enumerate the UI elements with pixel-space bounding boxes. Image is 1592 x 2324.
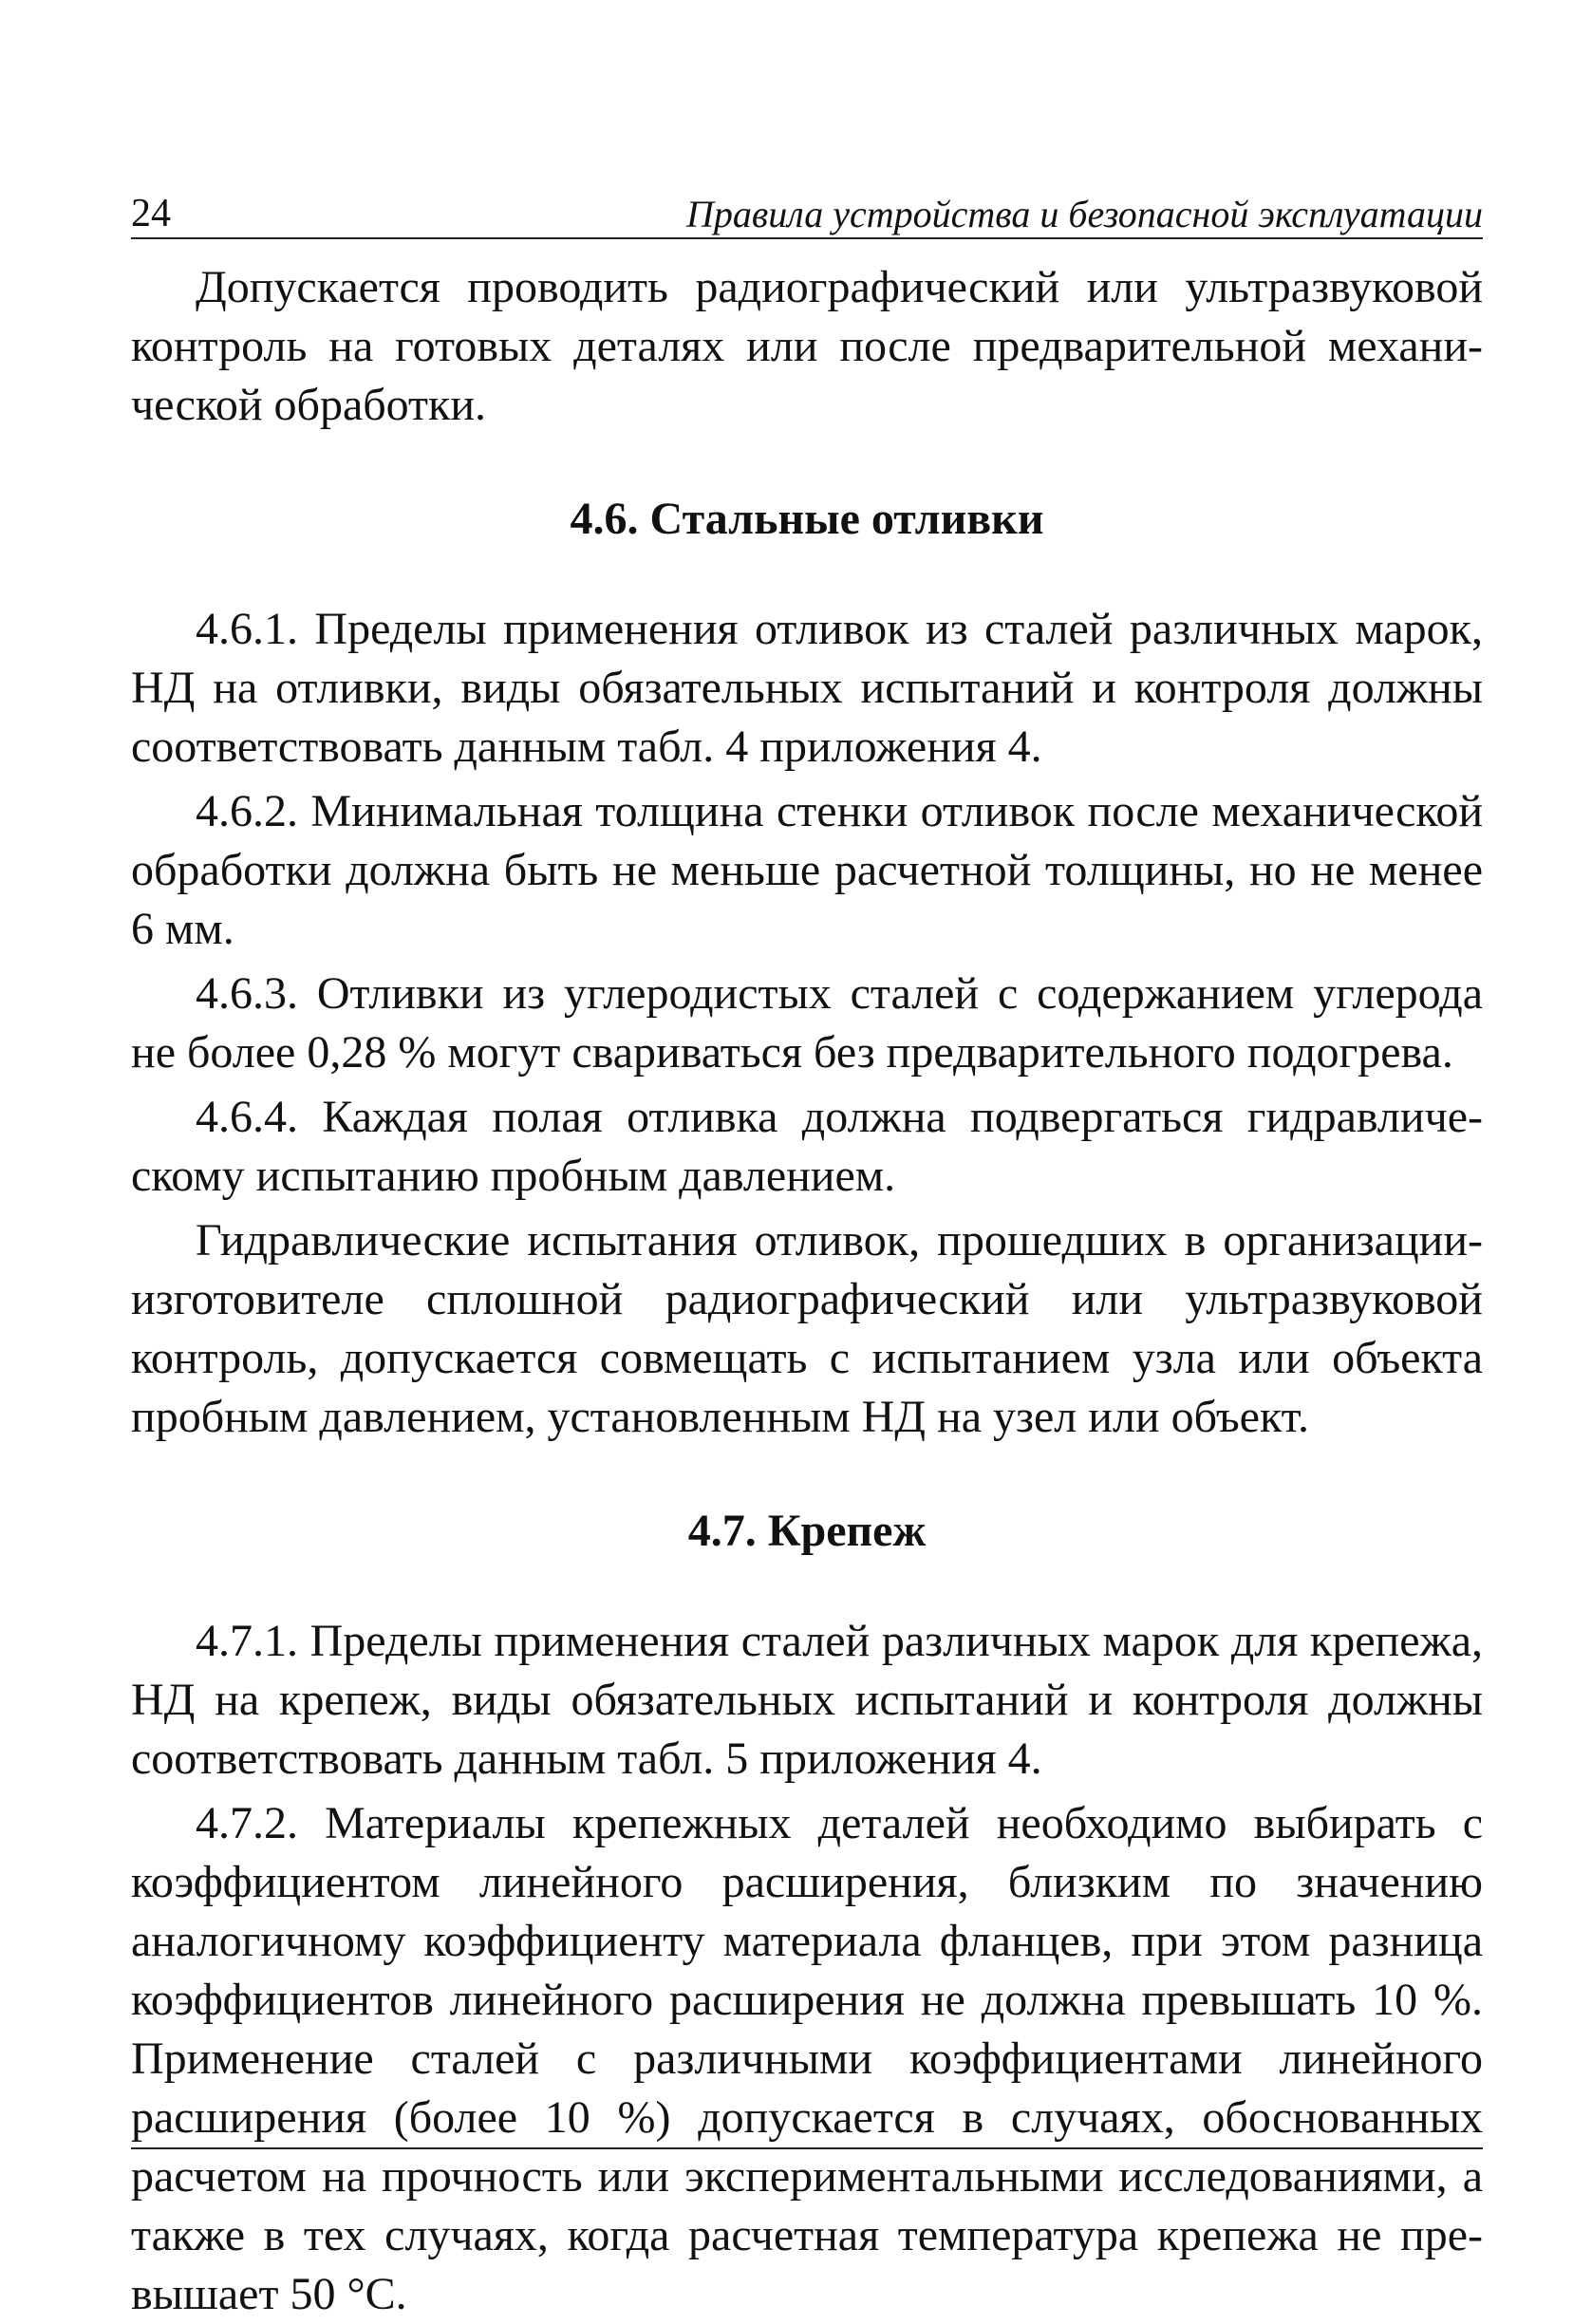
paragraph-4-6-4: 4.6.4. Каждая полая отливка должна подвергаться гидравлическому испытанию пробным давлением. [131, 1092, 1483, 1201]
paragraph-4-6-1: 4.6.1. Пределы применения отливок из сталей различных марок, НД на отливки, виды обязательных испытаний и контроля должны соответствовать данным табл. 4 приложения 4. [131, 604, 1483, 772]
paragraph-4-6-3: 4.6.3. Отливки из углеродистых сталей с содержанием углерода не более 0,28 % могут свариваться без предварительного подогрева. [131, 968, 1483, 1078]
section-heading-4-7: 4.7. Крепеж [687, 1506, 927, 1556]
paragraph-4-7-1: 4.7.1. Пределы применения сталей различных марок для крепежа, НД на крепеж, виды обязательных испытаний и контроля должны соответствовать данным табл. 5 приложения 4. [131, 1616, 1483, 1784]
footer-rule [131, 2147, 1483, 2149]
running-header [131, 180, 1483, 239]
intro-paragraph: Допускается проводить радиографический или ультразвуковой контроль на готовых деталях или после предварительной механической обработки. [131, 262, 1483, 430]
document-page [131, 180, 1483, 2324]
section-heading-4-6: 4.6. Стальные отливки [570, 494, 1044, 544]
body-text [131, 258, 1483, 2324]
running-title: Правила устройства и безопасной эксплуатации [686, 193, 1483, 235]
page-number: 24 [131, 192, 171, 235]
paragraph-4-6-2: 4.6.2. Минимальная толщина стенки отливок после механической обработки должна быть не меньше расчетной толщины, но не менее 6 мм. [131, 786, 1483, 954]
paragraph-4-7-2: 4.7.2. Материалы крепежных деталей необходимо выбирать с коэффициентом линейного расширения, близким по значению аналогичному коэффициенту материала фланцев, при этом разница коэффициентов линейного расширения не должна превышать 10 %. Применение сталей с различными коэффициентами линейного расширения (более 10 %) допускается в случаях, обоснованных расчетом на прочность или экспериментальными исследованиями, а также в тех случаях, когда расчетная температура крепежа не превышает 50 °С. [131, 1798, 1483, 2319]
paragraph-hydraulic-tests: Гидравлические испытания отливок, прошедших в организации-изготовителе сплошной радиографический или ультразвуковой контроль, допускается совмещать с испытанием узла или объекта пробным давлением, установленным НД на узел или объект. [131, 1215, 1483, 1442]
